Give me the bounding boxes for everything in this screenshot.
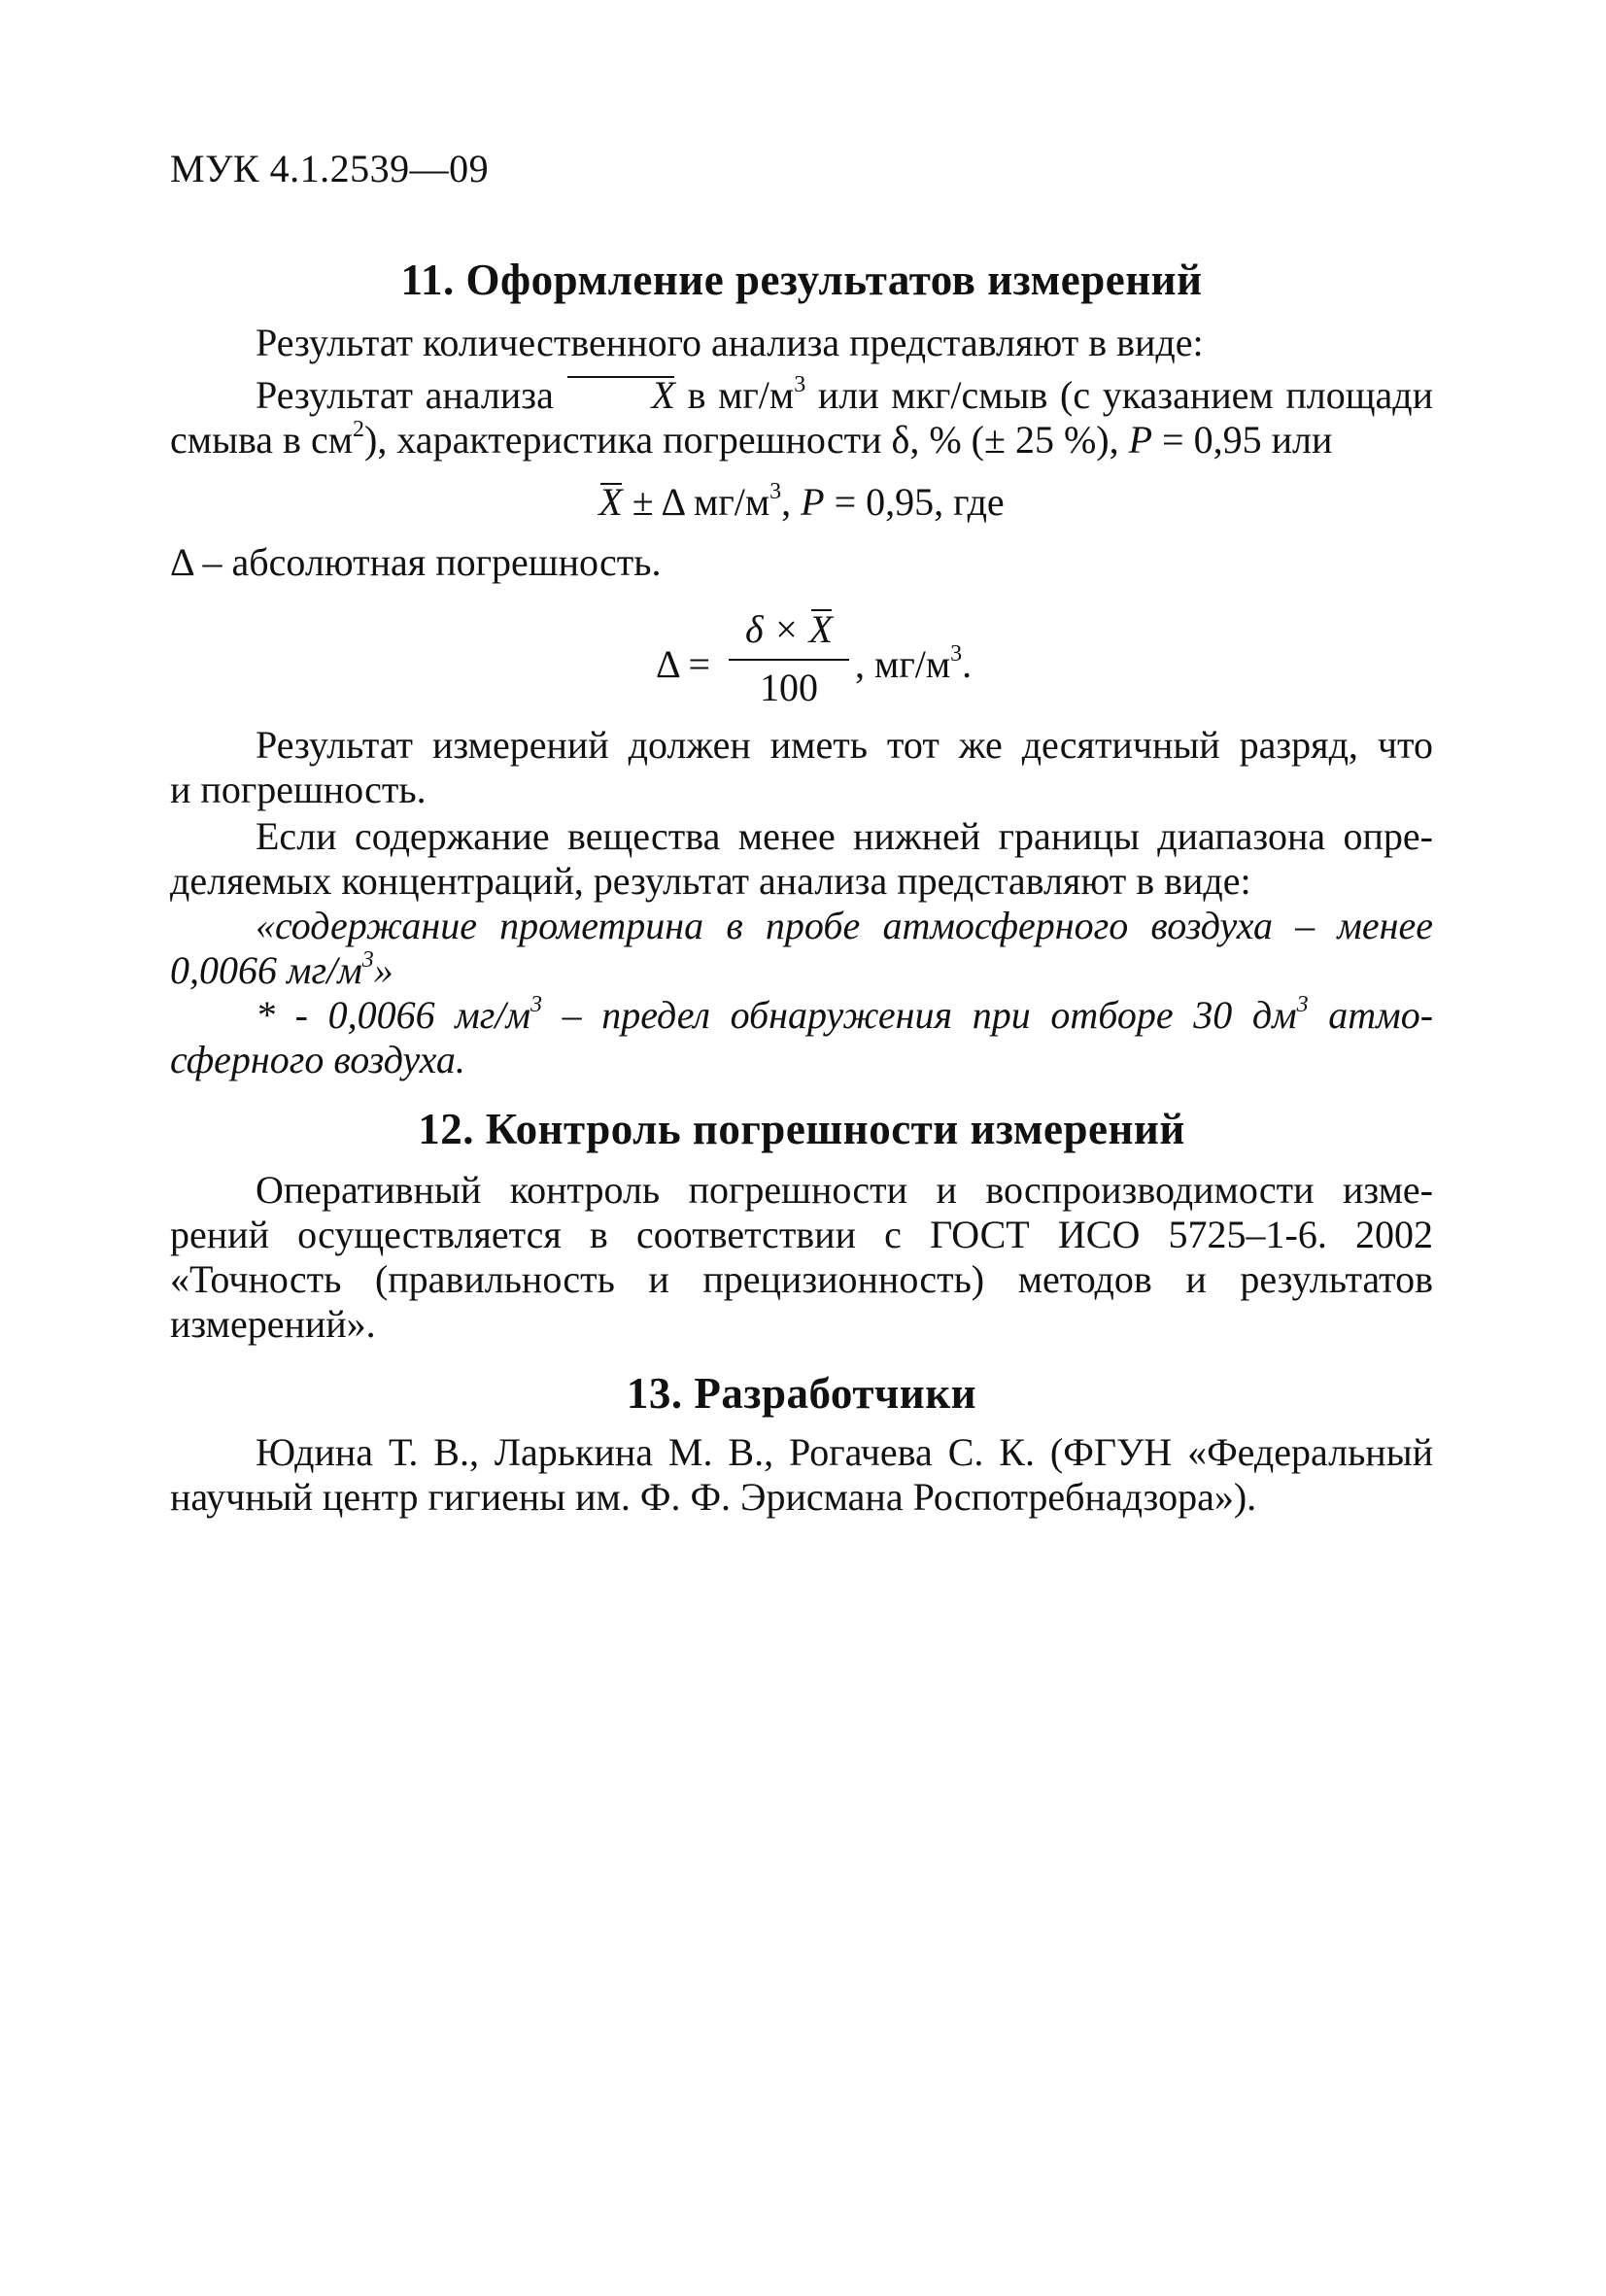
- text-segment: 0,0066 мг/м: [170, 948, 362, 992]
- text-segment: * - 0,0066 мг/м: [256, 993, 530, 1037]
- superscript: 3: [794, 372, 806, 398]
- paragraph-intro: Результат количественного анализа представляют в виде:: [256, 321, 1204, 364]
- section-12-line-4: измерений».: [170, 1302, 376, 1346]
- superscript: 2: [353, 417, 365, 443]
- text-segment: = 0,95 или: [1162, 418, 1333, 462]
- text-segment: ), характеристика погрешности δ, % (± 25 %),: [364, 418, 1119, 462]
- paragraph-precision: Результат измерений должен иметь тот же десятичный разряд, что: [256, 723, 1433, 767]
- superscript: 3: [769, 479, 782, 505]
- superscript: 3: [1296, 992, 1309, 1018]
- text-segment: в мг/м: [687, 373, 795, 417]
- x-mean-symbol: X: [565, 373, 674, 418]
- document-code: МУК 4.1.2539—09: [170, 147, 490, 190]
- p-symbol: P: [1128, 418, 1153, 462]
- paragraph-below-range: Если содержание вещества менее нижней границы диапазона опре-: [256, 814, 1433, 858]
- paragraph-below-range-end: деляемых концентраций, результат анализа представляют в виде:: [170, 859, 1251, 903]
- text-segment: смыва в см: [170, 418, 354, 462]
- footnote-line-2: сферного воздуха.: [170, 1038, 465, 1081]
- section-12-line-1: Оперативный контроль погрешности и воспроизводимости изме-: [256, 1168, 1433, 1212]
- fraction-bar: [729, 659, 849, 661]
- quote-line-1: «содержание прометрина в пробе атмосферного воздуха – менее: [256, 904, 1433, 947]
- text-segment: »: [373, 948, 393, 992]
- result-line-1: [170, 373, 1433, 418]
- section-13-line-1: Юдина Т. В., Ларькина М. В., Рогачева С. К. (ФГУН «Федеральный: [256, 1430, 1433, 1474]
- text-segment: Результат анализа: [256, 373, 554, 417]
- x-mean-symbol: X: [808, 607, 834, 651]
- formula-segment: = 0,95, где: [834, 480, 1005, 524]
- section-12-line-3: «Точность (правильность и прецизионность) методов и результатов: [170, 1257, 1433, 1301]
- formula-segment: ,: [781, 480, 792, 524]
- formula-segment: , мг/м: [855, 642, 951, 686]
- fraction-denominator: 100: [760, 666, 818, 709]
- section-12-line-2: рений осуществляется в соответствии с ГОСТ ИСО 5725–1-6. 2002: [170, 1213, 1433, 1256]
- p-symbol: P: [801, 480, 825, 524]
- fraction-numerator: [731, 606, 847, 652]
- delta-definition: Δ – абсолютная погрешность.: [170, 540, 662, 584]
- section-12-title: 12. Контроль погрешности измерений: [418, 1105, 1185, 1153]
- superscript: 3: [361, 947, 374, 974]
- text-segment: или мкг/смыв (с указанием площади: [817, 373, 1434, 417]
- text-segment: атмо-: [1328, 993, 1434, 1037]
- formula-result: [170, 480, 1433, 525]
- quote-line-2: [170, 948, 1433, 993]
- result-line-2: [170, 418, 1433, 463]
- formula-segment: δ ×: [744, 607, 800, 651]
- footnote-line-1: [170, 993, 1433, 1038]
- formula-unit: [855, 641, 972, 687]
- x-mean-symbol: X: [598, 480, 623, 524]
- section-13-title: 13. Разработчики: [626, 1369, 977, 1418]
- formula-lhs: Δ =: [656, 642, 711, 686]
- formula-segment: ± Δ мг/м: [632, 480, 770, 524]
- superscript: 3: [530, 992, 542, 1018]
- superscript: 3: [950, 641, 963, 668]
- formula-segment: .: [962, 642, 973, 686]
- section-11-title: 11. Оформление результатов измерений: [400, 256, 1203, 304]
- paragraph-precision-end: и погрешность.: [170, 768, 427, 811]
- text-segment: – предел обнаружения при отборе 30 дм: [562, 993, 1297, 1037]
- section-13-line-2: научный центр гигиены им. Ф. Ф. Эрисмана Роспотребнадзора»).: [170, 1475, 1257, 1519]
